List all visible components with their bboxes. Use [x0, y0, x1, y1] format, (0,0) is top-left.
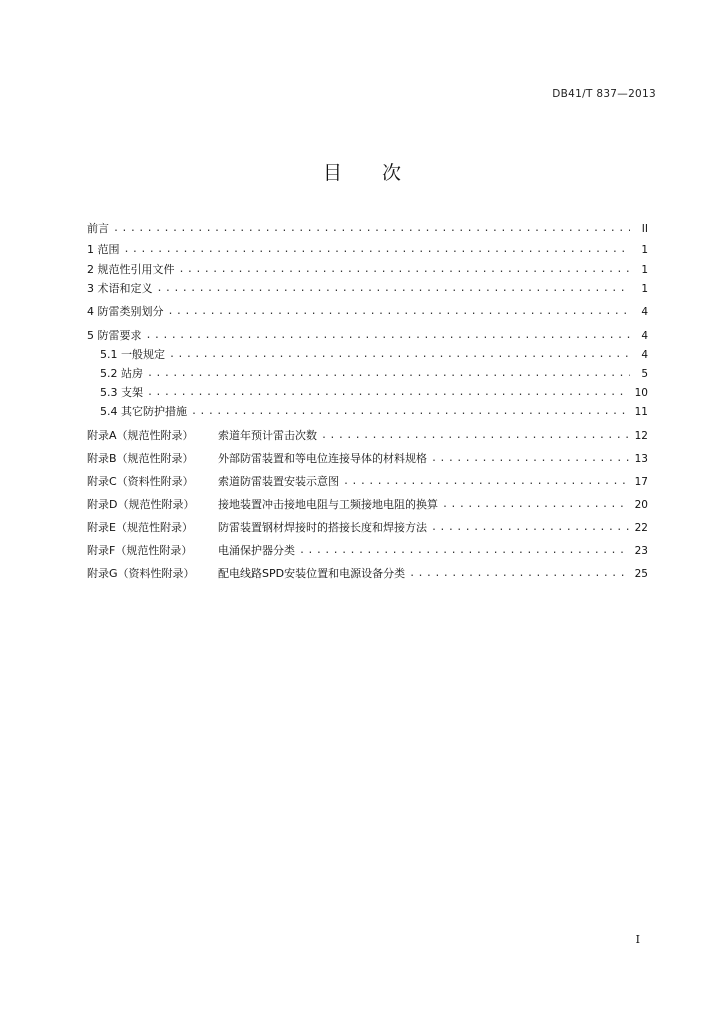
toc-leader-dots — [431, 520, 629, 536]
toc-leader-dots — [409, 566, 629, 582]
toc-entry-page: 25 — [634, 568, 648, 580]
toc-entry-normative-references[interactable] — [87, 262, 648, 278]
toc-leader-dots — [343, 474, 629, 490]
toc-entry-page: 4 — [641, 330, 648, 342]
toc-entry-appendix-a[interactable] — [87, 428, 648, 444]
toc-leader-dots — [321, 428, 629, 444]
toc-leader-dots — [147, 366, 630, 382]
toc-appendix-prefix: 附录A（规范性附录） — [87, 429, 194, 442]
toc-entry-label: 前言 — [87, 222, 109, 235]
toc-entry-page: 13 — [634, 453, 648, 465]
toc-entry-appendix-b[interactable] — [87, 451, 648, 467]
toc-leader-dots — [431, 451, 629, 467]
toc-leader-dots — [169, 347, 630, 363]
toc-entry-label: 外部防雷装置和等电位连接导体的材料规格 — [218, 452, 427, 465]
toc-title-char-2: 次 — [382, 162, 402, 184]
toc-entry-page: 10 — [634, 387, 648, 399]
toc-entry-label: 5.3 支架 — [100, 386, 143, 399]
toc-entry-page: 20 — [634, 499, 648, 511]
toc-entry-label: 3 术语和定义 — [87, 282, 153, 295]
toc-entry-terms[interactable] — [87, 281, 648, 297]
toc-appendix-prefix: 附录E（规范性附录） — [87, 521, 193, 534]
toc-entry-protection-requirements[interactable] — [87, 328, 648, 344]
toc-title — [0, 158, 724, 185]
toc-entry-page: 4 — [641, 349, 648, 361]
toc-entry-station[interactable] — [100, 366, 648, 382]
toc-entry-label: 5.2 站房 — [100, 367, 143, 380]
toc-entry-label: 2 规范性引用文件 — [87, 263, 175, 276]
toc-leader-dots — [147, 385, 629, 401]
toc-leader-dots — [168, 304, 631, 320]
toc-entry-page: 12 — [634, 430, 648, 442]
toc-appendix-prefix: 附录F（规范性附录） — [87, 544, 193, 557]
toc-appendix-prefix: 附录D（规范性附录） — [87, 498, 195, 511]
toc-entry-label: 电涌保护器分类 — [218, 544, 295, 557]
toc-leader-dots — [157, 281, 631, 297]
toc-leader-dots — [179, 262, 631, 278]
toc-entry-label: 接地装置冲击接地电阻与工频接地电阻的换算 — [218, 498, 438, 511]
toc-entry-label: 配电线路SPD安装位置和电源设备分类 — [218, 567, 406, 580]
toc-entry-appendix-f[interactable] — [87, 543, 648, 559]
toc-entry-page: 1 — [641, 283, 648, 295]
toc-entry-label: 索道防雷装置安装示意图 — [218, 475, 339, 488]
toc-entry-page: 11 — [634, 406, 648, 418]
toc-entry-appendix-e[interactable] — [87, 520, 648, 536]
toc-entry-page: 22 — [634, 522, 648, 534]
toc-appendix-prefix: 附录G（资料性附录） — [87, 567, 195, 580]
toc-entry-other-measures[interactable] — [100, 404, 648, 420]
toc-leader-dots — [442, 497, 629, 513]
toc-entry-label: 5.4 其它防护措施 — [100, 405, 187, 418]
toc-leader-dots — [146, 328, 631, 344]
toc-entry-page: II — [641, 223, 648, 235]
page-number: I — [635, 933, 640, 946]
toc-appendix-prefix: 附录C（资料性附录） — [87, 475, 194, 488]
toc-entry-page: 5 — [641, 368, 648, 380]
toc-entry-label: 1 范围 — [87, 243, 120, 256]
toc-entry-appendix-d[interactable] — [87, 497, 648, 513]
toc-entry-lightning-classes[interactable] — [87, 304, 648, 320]
toc-entry-scope[interactable] — [87, 242, 648, 258]
toc-leader-dots — [124, 242, 631, 258]
toc-entry-page: 17 — [634, 476, 648, 488]
toc-entry-page: 23 — [634, 545, 648, 557]
toc-leader-dots — [191, 404, 629, 420]
toc-entry-support[interactable] — [100, 385, 648, 401]
toc-entry-appendix-g[interactable] — [87, 566, 648, 582]
document-code: DB41/T 837—2013 — [552, 88, 656, 100]
toc-entry-label: 5.1 一般规定 — [100, 348, 165, 361]
toc-entry-label: 索道年预计雷击次数 — [218, 429, 317, 442]
toc-entry-page: 1 — [641, 264, 648, 276]
toc-entry-appendix-c[interactable] — [87, 474, 648, 490]
toc-entry-foreword[interactable] — [87, 221, 648, 237]
toc-appendix-prefix: 附录B（规范性附录） — [87, 452, 194, 465]
toc-entry-label: 防雷装置钢材焊接时的搭接长度和焊接方法 — [218, 521, 427, 534]
toc-title-char-1: 目 — [322, 162, 342, 184]
toc-entry-page: 4 — [641, 306, 648, 318]
toc-leader-dots — [299, 543, 629, 559]
toc-entry-label: 5 防雷要求 — [87, 329, 142, 342]
toc-entry-general-provisions[interactable] — [100, 347, 648, 363]
toc-leader-dots — [113, 221, 630, 237]
toc-entry-page: 1 — [641, 244, 648, 256]
toc-entry-label: 4 防雷类别划分 — [87, 305, 164, 318]
